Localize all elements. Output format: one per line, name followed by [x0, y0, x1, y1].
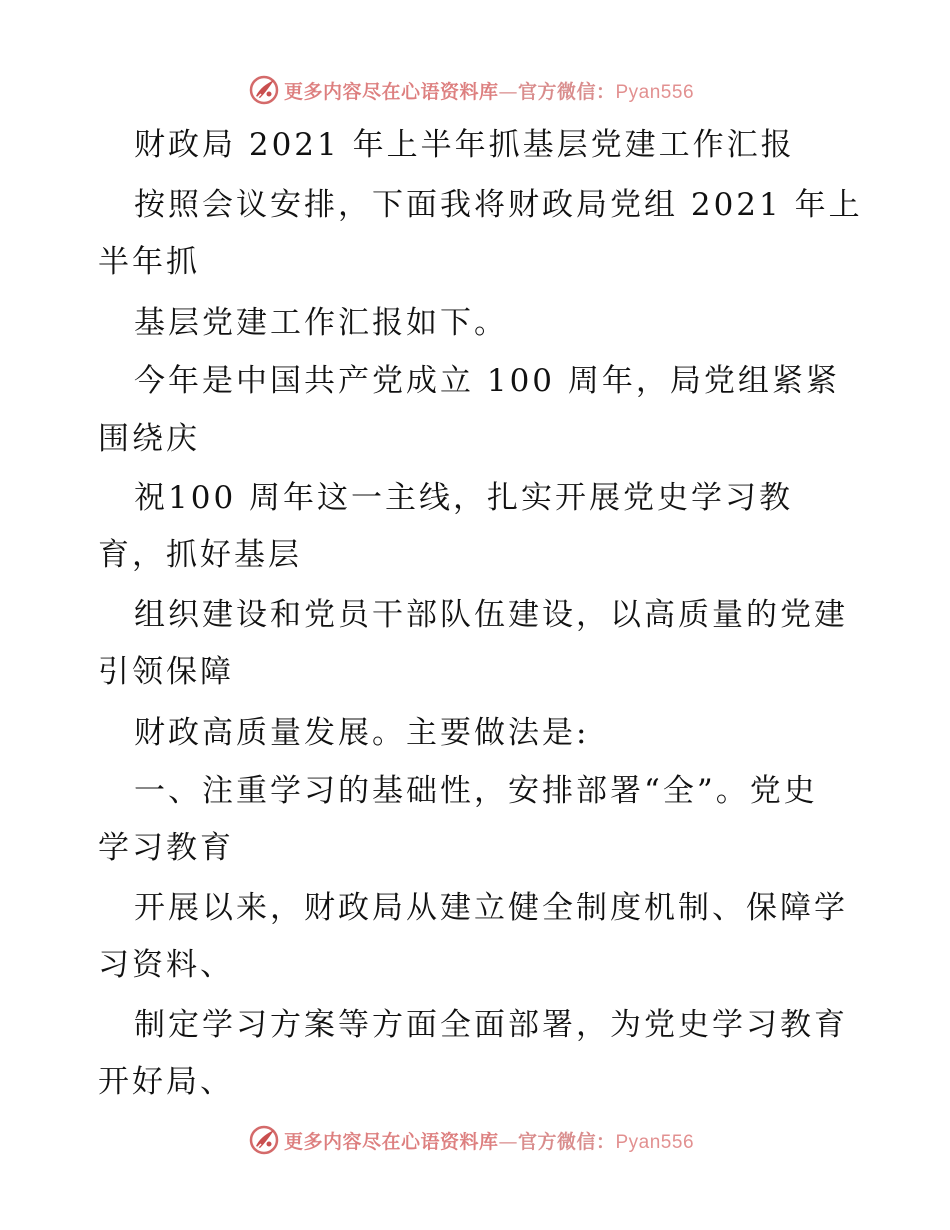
paragraph-line: 半年抓	[98, 244, 200, 280]
watermark-text	[284, 77, 694, 104]
watermark-wechat-label: 官方微信：	[517, 1130, 616, 1153]
watermark-brand: 更多内容尽在心语资料库	[283, 1130, 499, 1153]
section-heading-line: 一、注重学习的基础性，安排部署“全”。党史	[134, 773, 818, 809]
paragraph-line: 财政高质量发展。主要做法是:	[134, 715, 590, 751]
paragraph-line: 按照会议安排，下面我将财政局党组 2021 年上	[134, 187, 863, 223]
watermark-brand: 更多内容尽在心语资料库	[283, 80, 499, 103]
paragraph-line: 开好局、	[98, 1064, 234, 1100]
paragraph-line: 组织建设和党员干部队伍建设，以高质量的党建	[134, 597, 848, 633]
paragraph-line: 育，抓好基层	[98, 537, 302, 573]
paragraph-line: 习资料、	[98, 947, 234, 983]
header-watermark-banner	[0, 72, 950, 108]
paragraph-line: 制定学习方案等方面全面部署，为党史学习教育	[134, 1007, 848, 1043]
watermark-wechat-label: 官方微信：	[517, 80, 616, 103]
paragraph-line: 围绕庆	[98, 421, 200, 457]
watermark-separator: —	[498, 80, 518, 103]
paragraph-line: 学习教育	[98, 830, 234, 866]
paragraph-line: 引领保障	[98, 654, 234, 690]
watermark-wechat-id: Pyan556	[615, 1131, 695, 1153]
brush-pen-logo-icon	[248, 1124, 280, 1156]
paragraph-line: 今年是中国共产党成立 100 周年，局党组紧紧	[134, 363, 840, 399]
document-title: 财政局 2021 年上半年抓基层党建工作汇报	[134, 127, 795, 163]
watermark-wechat-id: Pyan556	[615, 81, 695, 103]
brush-pen-logo-icon	[248, 74, 280, 106]
footer-watermark-banner	[0, 1122, 950, 1158]
paragraph-line: 祝100 周年这一主线，扎实开展党史学习教	[134, 480, 794, 516]
paragraph-line: 开展以来，财政局从建立健全制度机制、保障学	[134, 890, 848, 926]
watermark-separator: —	[498, 1130, 518, 1153]
watermark-text	[284, 1127, 694, 1154]
paragraph-line: 基层党建工作汇报如下。	[134, 305, 508, 341]
